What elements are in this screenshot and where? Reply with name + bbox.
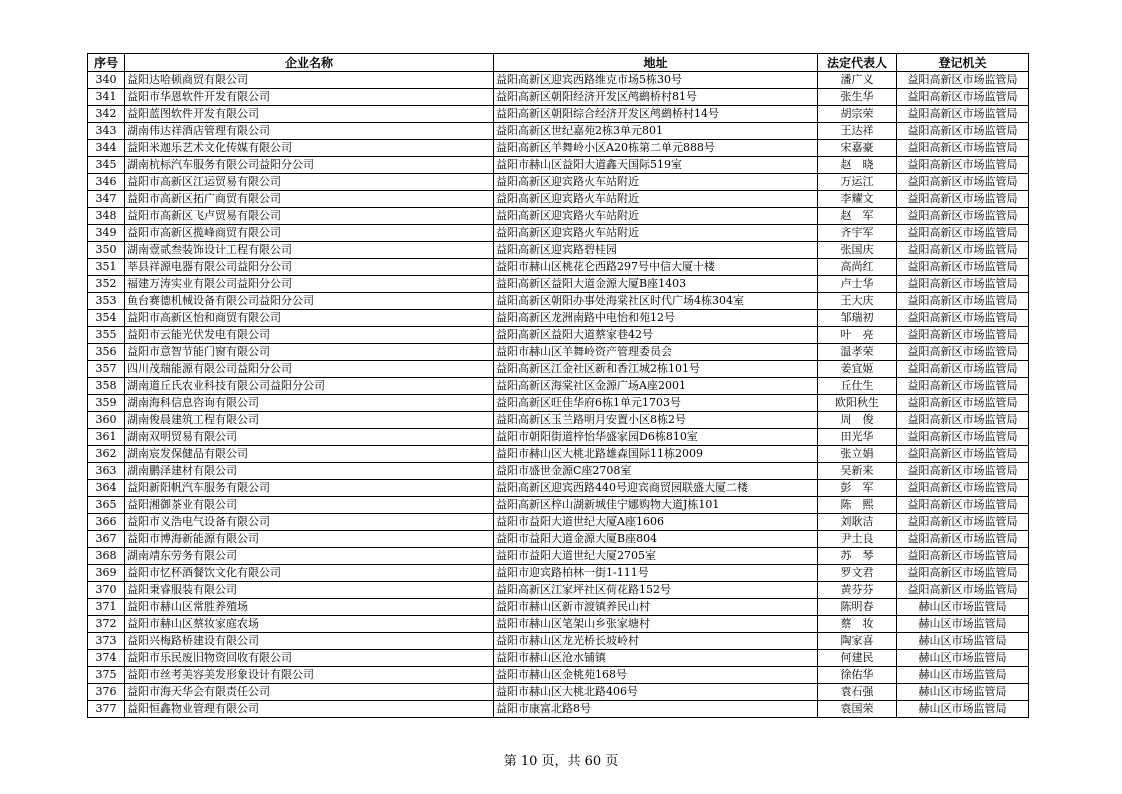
registration-authority: 益阳高新区市场监管局 [897,157,1029,174]
company-address: 益阳高新区迎宾路火车站附近 [494,174,818,191]
table-row [88,361,1029,378]
company-name: 益阳市海天华会有限责任公司 [125,684,494,701]
company-name: 益阳市高新区怡和商贸有限公司 [125,310,494,327]
company-name: 湖南海科信息咨询有限公司 [125,395,494,412]
company-name: 湖南伟达祥酒店管理有限公司 [125,123,494,140]
table-row [88,276,1029,293]
registration-authority: 益阳高新区市场监管局 [897,514,1029,531]
company-name: 益阳市云能光伏发电有限公司 [125,327,494,344]
legal-representative: 姜宜姬 [818,361,897,378]
company-address: 益阳高新区益阳大道蔡家巷42号 [494,327,818,344]
legal-representative: 彭 军 [818,480,897,497]
row-number: 364 [88,480,125,497]
table-row [88,701,1029,718]
registration-authority: 益阳高新区市场监管局 [897,361,1029,378]
row-number: 342 [88,106,125,123]
company-name: 益阳恒鑫物业管理有限公司 [125,701,494,718]
legal-representative: 叶 亮 [818,327,897,344]
legal-representative: 陈明春 [818,599,897,616]
registration-authority: 益阳高新区市场监管局 [897,582,1029,599]
table-row [88,548,1029,565]
registration-authority: 益阳高新区市场监管局 [897,378,1029,395]
company-address: 益阳市赫山区大桃北路406号 [494,684,818,701]
registration-authority: 赫山区市场监管局 [897,667,1029,684]
legal-representative: 吴新来 [818,463,897,480]
table-row [88,480,1029,497]
registration-authority: 益阳高新区市场监管局 [897,259,1029,276]
company-name: 湖南道丘氏农业科技有限公司益阳分公司 [125,378,494,395]
registration-authority: 益阳高新区市场监管局 [897,429,1029,446]
company-name: 益阳市华恩软件开发有限公司 [125,89,494,106]
company-address: 益阳市赫山区新市渡镇养民山村 [494,599,818,616]
row-number: 365 [88,497,125,514]
legal-representative: 温孝荣 [818,344,897,361]
registration-authority: 益阳高新区市场监管局 [897,310,1029,327]
row-number: 343 [88,123,125,140]
registration-authority: 益阳高新区市场监管局 [897,106,1029,123]
company-name: 益阳达哈顿商贸有限公司 [125,72,494,89]
company-name: 湖南双明贸易有限公司 [125,429,494,446]
row-number: 370 [88,582,125,599]
company-address: 益阳高新区迎宾路火车站附近 [494,191,818,208]
table-row [88,412,1029,429]
company-address: 益阳高新区迎宾路火车站附近 [494,225,818,242]
table-row [88,463,1029,480]
registration-authority: 益阳高新区市场监管局 [897,531,1029,548]
company-address: 益阳高新区江家坪社区荷花路152号 [494,582,818,599]
row-number: 371 [88,599,125,616]
legal-representative: 张立娟 [818,446,897,463]
company-address: 益阳市赫山区龙光桥长坡岭村 [494,633,818,650]
row-number: 363 [88,463,125,480]
company-name: 益阳市高新区拓广商贸有限公司 [125,191,494,208]
table-row [88,242,1029,259]
company-address: 益阳高新区龙洲南路中电怡和苑12号 [494,310,818,327]
company-address: 益阳高新区旺佳华府6栋1单元1703号 [494,395,818,412]
table-row [88,310,1029,327]
legal-representative: 万运江 [818,174,897,191]
row-number: 368 [88,548,125,565]
company-name: 益阳市赫山区蔡妆家庭农场 [125,616,494,633]
registration-authority: 益阳高新区市场监管局 [897,446,1029,463]
row-number: 374 [88,650,125,667]
company-address: 益阳市赫山区大桃北路雄森国际11栋2009 [494,446,818,463]
registration-authority: 益阳高新区市场监管局 [897,208,1029,225]
company-name: 福建万涛实业有限公司益阳分公司 [125,276,494,293]
registration-authority: 赫山区市场监管局 [897,701,1029,718]
legal-representative: 周 俊 [818,412,897,429]
legal-representative: 齐宇军 [818,225,897,242]
row-number: 355 [88,327,125,344]
legal-representative: 王达祥 [818,123,897,140]
registration-authority: 赫山区市场监管局 [897,599,1029,616]
registration-authority: 益阳高新区市场监管局 [897,89,1029,106]
row-number: 353 [88,293,125,310]
row-number: 377 [88,701,125,718]
registration-authority: 赫山区市场监管局 [897,616,1029,633]
row-number: 372 [88,616,125,633]
legal-representative: 丘仕生 [818,378,897,395]
registration-authority: 益阳高新区市场监管局 [897,480,1029,497]
company-address: 益阳高新区世纪嘉苑2栋3单元801 [494,123,818,140]
table-row [88,378,1029,395]
company-name: 益阳秉睿服装有限公司 [125,582,494,599]
company-name: 益阳蓝图软件开发有限公司 [125,106,494,123]
row-number: 352 [88,276,125,293]
legal-representative: 潘广义 [818,72,897,89]
company-name: 益阳市博海新能源有限公司 [125,531,494,548]
row-number: 340 [88,72,125,89]
company-name: 益阳兴梅路桥建设有限公司 [125,633,494,650]
legal-representative: 罗文君 [818,565,897,582]
company-name: 益阳湘御茶业有限公司 [125,497,494,514]
company-address: 益阳市赫山区桃花仑西路297号中信大厦十楼 [494,259,818,276]
header-address: 地址 [494,54,818,72]
legal-representative: 赵 军 [818,208,897,225]
registry-table-container [87,53,1028,718]
registration-authority: 益阳高新区市场监管局 [897,412,1029,429]
table-row [88,565,1029,582]
page-footer: 第 10 页，共 60 页 [503,754,619,769]
table-row [88,72,1029,89]
table-row [88,429,1029,446]
row-number: 348 [88,208,125,225]
registration-authority: 益阳高新区市场监管局 [897,497,1029,514]
legal-representative: 刘耿洁 [818,514,897,531]
table-row [88,293,1029,310]
row-number: 366 [88,514,125,531]
header-no: 序号 [88,54,125,72]
table-body [88,72,1029,718]
table-row [88,684,1029,701]
company-name: 益阳市赫山区常胜养殖场 [125,599,494,616]
row-number: 362 [88,446,125,463]
row-number: 356 [88,344,125,361]
row-number: 350 [88,242,125,259]
row-number: 360 [88,412,125,429]
registration-authority: 益阳高新区市场监管局 [897,72,1029,89]
registration-authority: 益阳高新区市场监管局 [897,123,1029,140]
row-number: 351 [88,259,125,276]
company-address: 益阳高新区朝阳经济开发区鸬鹚桥村81号 [494,89,818,106]
legal-representative: 袁石强 [818,684,897,701]
company-address: 益阳市迎宾路柏林一街1-111号 [494,565,818,582]
company-address: 益阳市赫山区金桃苑168号 [494,667,818,684]
legal-representative: 赵 晓 [818,157,897,174]
registration-authority: 益阳高新区市场监管局 [897,242,1029,259]
company-address: 益阳高新区迎宾路碧桂园 [494,242,818,259]
company-name: 湖南壹贰叁装饰设计工程有限公司 [125,242,494,259]
company-address: 益阳高新区海棠社区金源广场A座2001 [494,378,818,395]
company-name: 湖南俊晨建筑工程有限公司 [125,412,494,429]
row-number: 354 [88,310,125,327]
table-row [88,225,1029,242]
company-address: 益阳市赫山区羊舞岭资产管理委员会 [494,344,818,361]
table-row [88,395,1029,412]
company-address: 益阳高新区江金社区新和香江城2栋101号 [494,361,818,378]
table-row [88,89,1029,106]
row-number: 341 [88,89,125,106]
table-row [88,497,1029,514]
company-name: 鱼台赛德机械设备有限公司益阳分公司 [125,293,494,310]
legal-representative: 尹土良 [818,531,897,548]
table-row [88,174,1029,191]
table-row [88,208,1029,225]
registration-authority: 益阳高新区市场监管局 [897,276,1029,293]
legal-representative: 陈 熙 [818,497,897,514]
row-number: 359 [88,395,125,412]
company-address: 益阳高新区迎宾西路维克市场5栋30号 [494,72,818,89]
table-row [88,327,1029,344]
company-address: 益阳高新区玉兰路明月安置小区8栋2号 [494,412,818,429]
row-number: 346 [88,174,125,191]
company-address: 益阳市康富北路8号 [494,701,818,718]
company-address: 益阳高新区益阳大道金源大厦B座1403 [494,276,818,293]
company-name: 益阳新阳帆汽车服务有限公司 [125,480,494,497]
company-name: 湖南杭标汽车服务有限公司益阳分公司 [125,157,494,174]
company-name: 益阳市义浩电气设备有限公司 [125,514,494,531]
legal-representative: 胡宗荣 [818,106,897,123]
legal-representative: 李耀文 [818,191,897,208]
table-row [88,259,1029,276]
registration-authority: 赫山区市场监管局 [897,684,1029,701]
table-row [88,599,1029,616]
company-address: 益阳高新区梓山湖新城佳宁娜购物大道J栋101 [494,497,818,514]
legal-representative: 陶家喜 [818,633,897,650]
table-row [88,650,1029,667]
table-row [88,514,1029,531]
table-row [88,123,1029,140]
legal-representative: 何建民 [818,650,897,667]
company-name: 益阳市意智节能门窗有限公司 [125,344,494,361]
table-row [88,344,1029,361]
legal-representative: 高尚红 [818,259,897,276]
company-address: 益阳市朝阳街道梓怡华盛家园D6栋810室 [494,429,818,446]
row-number: 375 [88,667,125,684]
registration-authority: 赫山区市场监管局 [897,633,1029,650]
company-name: 四川茂瑞能源有限公司益阳分公司 [125,361,494,378]
row-number: 345 [88,157,125,174]
table-row [88,140,1029,157]
company-name: 湖南宸发保健品有限公司 [125,446,494,463]
company-name: 湖南鹏泽建材有限公司 [125,463,494,480]
registration-authority: 益阳高新区市场监管局 [897,327,1029,344]
company-name: 莘县祥源电器有限公司益阳分公司 [125,259,494,276]
table-row [88,616,1029,633]
legal-representative: 邹瑞初 [818,310,897,327]
registration-authority: 益阳高新区市场监管局 [897,191,1029,208]
table-header-row [88,54,1029,72]
row-number: 349 [88,225,125,242]
row-number: 344 [88,140,125,157]
registration-authority: 赫山区市场监管局 [897,650,1029,667]
header-authority: 登记机关 [897,54,1029,72]
company-address: 益阳市赫山区沧水铺镇 [494,650,818,667]
legal-representative: 宋嘉豪 [818,140,897,157]
company-address: 益阳高新区迎宾路火车站附近 [494,208,818,225]
company-address: 益阳高新区朝阳综合经济开发区鸬鹚桥村14号 [494,106,818,123]
row-number: 361 [88,429,125,446]
header-legal-rep: 法定代表人 [818,54,897,72]
company-name: 益阳市高新区飞卢贸易有限公司 [125,208,494,225]
company-address: 益阳市益阳大道金源大厦B座804 [494,531,818,548]
legal-representative: 袁国荣 [818,701,897,718]
legal-representative: 张生华 [818,89,897,106]
table-row [88,633,1029,650]
company-name: 益阳市忆杯酒餐饮文化有限公司 [125,565,494,582]
table-row [88,157,1029,174]
table-row [88,446,1029,463]
row-number: 376 [88,684,125,701]
row-number: 367 [88,531,125,548]
company-address: 益阳市益阳大道世纪大厦2705室 [494,548,818,565]
row-number: 369 [88,565,125,582]
legal-representative: 苏 琴 [818,548,897,565]
legal-representative: 徐佑华 [818,667,897,684]
registration-authority: 益阳高新区市场监管局 [897,463,1029,480]
registration-authority: 益阳高新区市场监管局 [897,225,1029,242]
registry-table [87,53,1029,718]
row-number: 347 [88,191,125,208]
company-name: 益阳市丝考美容美发形象设计有限公司 [125,667,494,684]
table-row [88,667,1029,684]
registration-authority: 益阳高新区市场监管局 [897,395,1029,412]
legal-representative: 王大庆 [818,293,897,310]
registration-authority: 益阳高新区市场监管局 [897,344,1029,361]
table-row [88,582,1029,599]
company-address: 益阳市益阳大道世纪大厦A座1606 [494,514,818,531]
company-address: 益阳市盛世金源C座2708室 [494,463,818,480]
company-address: 益阳高新区朝阳办事处海棠社区时代广场4栋304室 [494,293,818,310]
row-number: 357 [88,361,125,378]
registration-authority: 益阳高新区市场监管局 [897,174,1029,191]
table-row [88,106,1029,123]
company-name: 湖南靖东劳务有限公司 [125,548,494,565]
company-address: 益阳市赫山区笔架山乡张家塘村 [494,616,818,633]
row-number: 358 [88,378,125,395]
company-name: 益阳市高新区江运贸易有限公司 [125,174,494,191]
company-address: 益阳市赫山区益阳大道鑫天国际519室 [494,157,818,174]
company-name: 益阳市乐民废旧物资回收有限公司 [125,650,494,667]
company-address: 益阳高新区羊舞岭小区A20栋第二单元888号 [494,140,818,157]
legal-representative: 蔡 妆 [818,616,897,633]
company-address: 益阳高新区迎宾西路440号迎宾商贸园联盛大厦二楼 [494,480,818,497]
registration-authority: 益阳高新区市场监管局 [897,548,1029,565]
legal-representative: 欧阳秋生 [818,395,897,412]
legal-representative: 田光华 [818,429,897,446]
company-name: 益阳米迦乐艺术文化传媒有限公司 [125,140,494,157]
registration-authority: 益阳高新区市场监管局 [897,565,1029,582]
table-row [88,191,1029,208]
legal-representative: 黄芬芬 [818,582,897,599]
company-name: 益阳市高新区揽峰商贸有限公司 [125,225,494,242]
header-company-name: 企业名称 [125,54,494,72]
registration-authority: 益阳高新区市场监管局 [897,293,1029,310]
table-row [88,531,1029,548]
registration-authority: 益阳高新区市场监管局 [897,140,1029,157]
legal-representative: 卢士华 [818,276,897,293]
legal-representative: 张国庆 [818,242,897,259]
row-number: 373 [88,633,125,650]
